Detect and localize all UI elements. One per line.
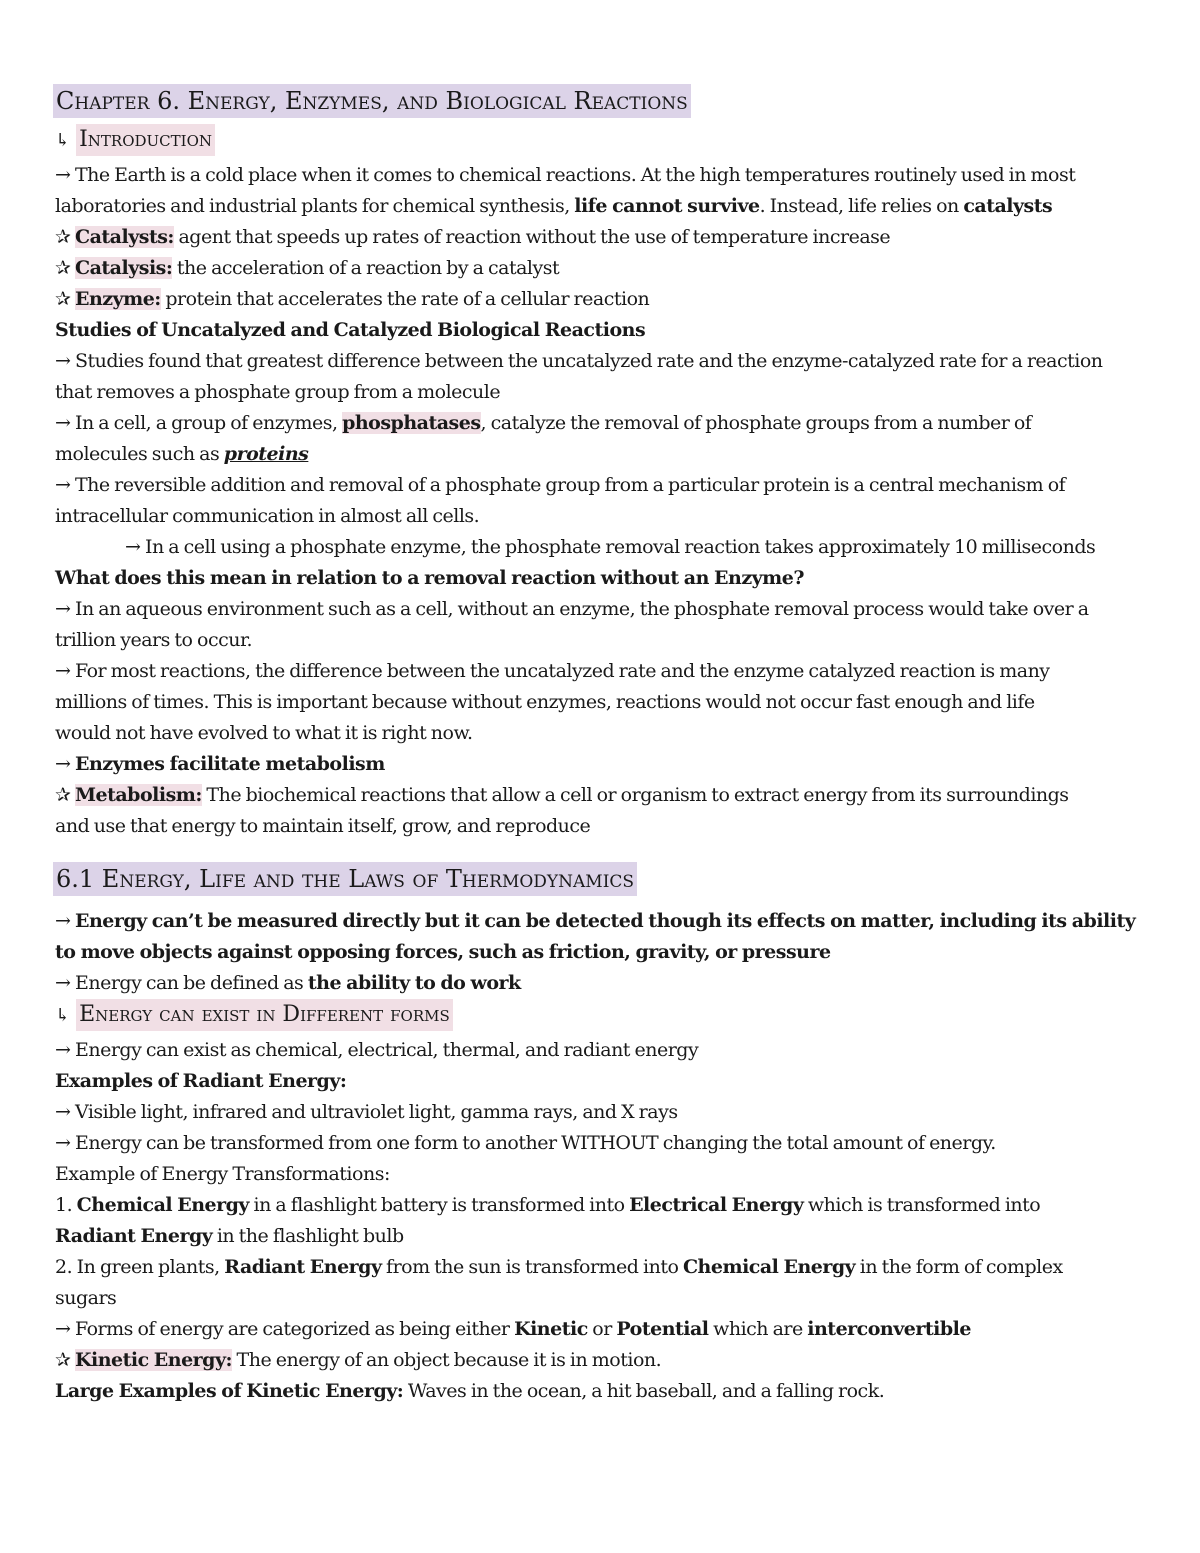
paragraph-line: [55, 937, 1155, 968]
paragraph-line: [55, 749, 1155, 780]
paragraph-line: [55, 968, 1155, 999]
paragraph-line: [55, 1035, 1155, 1066]
paragraph-line: [55, 346, 1155, 377]
arrow-icon: →: [125, 536, 141, 558]
bold-text: Energy can’t be measured directly but it can be detected though its effects on matter, including its ability: [74, 910, 1136, 932]
paragraph-line: [55, 377, 1155, 408]
definition-metabolism: [55, 780, 1155, 811]
text: In a cell, a group of enzymes,: [74, 412, 343, 434]
text: would not have evolved to what it is right now.: [55, 722, 473, 744]
arrow-icon: →: [55, 972, 71, 994]
definition-catalysis: [55, 253, 1155, 284]
arrow-icon: →: [55, 598, 71, 620]
section-title-row: [55, 862, 1155, 906]
text: Energy can exist as chemical, electrical, thermal, and radiant energy: [74, 1039, 699, 1061]
definition-kinetic-energy: [55, 1345, 1155, 1376]
definition-text: agent that speeds up rates of reaction without the use of temperature increase: [173, 226, 891, 248]
paragraph-line: [55, 1314, 1155, 1345]
text: Energy can be transformed from one form to another WITHOUT changing the total amount of energy.: [74, 1132, 996, 1154]
text: or: [587, 1318, 617, 1340]
bold-text: Studies of Uncatalyzed and Catalyzed Biological Reactions: [55, 319, 646, 341]
text: Energy can be defined as: [74, 972, 308, 994]
text: Example of Energy Transformations:: [55, 1163, 390, 1185]
bold-text: Kinetic: [514, 1318, 588, 1340]
bold-text: catalysts: [963, 195, 1053, 217]
arrow-icon: →: [55, 412, 71, 434]
text: Forms of energy are categorized as being either: [74, 1318, 515, 1340]
paragraph-line: [55, 625, 1155, 656]
paragraph-line: [55, 718, 1155, 749]
paragraph-line: [55, 1128, 1155, 1159]
text: in the flashlight bulb: [212, 1225, 404, 1247]
text: Waves in the ocean, a hit baseball, and a falling rock.: [403, 1380, 885, 1402]
definition-text: The energy of an object because it is in motion.: [232, 1349, 662, 1371]
text: The Earth is a cold place when it comes to chemical reactions. At the high temperatures routinely used in most: [74, 164, 1076, 186]
text: The reversible addition and removal of a phosphate group from a particular protein is a central mechanism of: [74, 474, 1066, 496]
text: For most reactions, the difference between the uncatalyzed rate and the enzyme catalyzed reaction is many: [74, 660, 1050, 682]
definition-text: the acceleration of a reaction by a catalyst: [172, 257, 560, 279]
term: Catalysis:: [74, 257, 173, 279]
text: millions of times. This is important because without enzymes, reactions would not occur fast enough and life: [55, 691, 1035, 713]
paragraph-line: [55, 656, 1155, 687]
arrow-icon: →: [55, 1039, 71, 1061]
paragraph-line: [55, 470, 1155, 501]
paragraph-line: [55, 906, 1155, 937]
arrow-icon: →: [55, 474, 71, 496]
term: Catalysts:: [74, 226, 174, 248]
text: that removes a phosphate group from a molecule: [55, 381, 501, 403]
paragraph-line: [55, 160, 1155, 191]
arrow-icon: →: [55, 164, 71, 186]
paragraph-line: [55, 1097, 1155, 1128]
text: laboratories and industrial plants for chemical synthesis,: [55, 195, 575, 217]
arrow-icon: →: [55, 1132, 71, 1154]
text: from the sun is transformed into: [381, 1256, 683, 1278]
arrow-icon: →: [55, 910, 71, 932]
definition-enzyme: [55, 284, 1155, 315]
bold-text: Electrical Energy: [629, 1194, 804, 1216]
text: in a flashlight battery is transformed into: [248, 1194, 630, 1216]
definition-text: protein that accelerates the rate of a cellular reaction: [160, 288, 650, 310]
large-examples-line: [55, 1376, 1155, 1407]
bold-text: Radiant Energy: [224, 1256, 382, 1278]
arrow-icon: →: [55, 1101, 71, 1123]
text: Studies found that greatest difference between the uncatalyzed rate and the enzyme-catalyzed rate for a reaction: [74, 350, 1103, 372]
star-icon: ✰: [55, 1349, 71, 1371]
section-title: 6.1 Energy, Life and the Laws of Thermodynamics: [53, 862, 637, 896]
arrow-icon: →: [55, 753, 71, 775]
heading-arrow-icon: ↳: [55, 130, 71, 151]
list-item-continued: [55, 1283, 1155, 1314]
intro-heading: Introduction: [76, 124, 215, 156]
bold-text: life cannot survive: [574, 195, 760, 217]
text: . Instead, life relies on: [759, 195, 964, 217]
subheading-row: [55, 999, 1155, 1035]
text: intracellular communication in almost all cells.: [55, 505, 480, 527]
paragraph-line: [55, 532, 1155, 563]
text: 2. In green plants,: [55, 1256, 225, 1278]
star-icon: ✰: [55, 257, 71, 279]
radiant-heading: [55, 1066, 1155, 1097]
text: In an aqueous environment such as a cell, without an enzyme, the phosphate removal process would take over a: [74, 598, 1089, 620]
arrow-icon: →: [55, 350, 71, 372]
highlighted-term: phosphatases: [342, 412, 481, 434]
text: Visible light, infrared and ultraviolet light, gamma rays, and X rays: [74, 1101, 678, 1123]
list-item: [55, 1190, 1155, 1221]
heading-arrow-icon: ↳: [55, 1005, 71, 1026]
definition-catalysts: [55, 222, 1155, 253]
definition-text: and use that energy to maintain itself, grow, and reproduce: [55, 815, 591, 837]
chapter-title: Chapter 6. Energy, Enzymes, and Biological Reactions: [53, 84, 691, 118]
term: Metabolism:: [74, 784, 202, 806]
definition-text: The biochemical reactions that allow a cell or organism to extract energy from its surroundings: [201, 784, 1069, 806]
text: , catalyze the removal of phosphate groups from a number of: [480, 412, 1032, 434]
star-icon: ✰: [55, 288, 71, 310]
bold-text: to move objects against opposing forces, such as friction, gravity, or pressure: [55, 941, 831, 963]
bold-text: Chemical Energy: [76, 1194, 249, 1216]
term: Kinetic Energy:: [74, 1349, 233, 1371]
list-item-continued: [55, 1221, 1155, 1252]
star-icon: ✰: [55, 226, 71, 248]
transform-heading: [55, 1159, 1155, 1190]
studies-heading: [55, 315, 1155, 346]
document-content: [55, 84, 1155, 1407]
paragraph-line: [55, 594, 1155, 625]
text: in the form of complex: [855, 1256, 1063, 1278]
paragraph-line: [55, 811, 1155, 842]
text: sugars: [55, 1287, 117, 1309]
arrow-icon: →: [55, 1318, 71, 1340]
list-item: [55, 1252, 1155, 1283]
text: trillion years to occur.: [55, 629, 253, 651]
list-number: 1.: [55, 1194, 77, 1216]
paragraph-line: [55, 501, 1155, 532]
bold-text: Enzymes facilitate metabolism: [74, 753, 385, 775]
paragraph-line: [55, 687, 1155, 718]
subheading: Energy can exist in Different forms: [76, 999, 453, 1031]
bold-text: Chemical Energy: [682, 1256, 856, 1278]
intro-heading-row: [55, 124, 1155, 160]
question-heading: [55, 563, 1155, 594]
bold-text: Potential: [616, 1318, 709, 1340]
paragraph-line: [55, 191, 1155, 222]
bold-text: What does this mean in relation to a removal reaction without an Enzyme?: [55, 567, 804, 589]
text: which are: [708, 1318, 808, 1340]
bold-text: Large Examples of Kinetic Energy:: [55, 1380, 404, 1402]
bold-text: interconvertible: [807, 1318, 971, 1340]
star-icon: ✰: [55, 784, 71, 806]
text: which is transformed into: [803, 1194, 1041, 1216]
bold-text: the ability to do work: [307, 972, 521, 994]
term: Enzyme:: [74, 288, 161, 310]
emphasized-term: proteins: [223, 443, 309, 465]
paragraph-line: [55, 439, 1155, 470]
text: In a cell using a phosphate enzyme, the phosphate removal reaction takes approximately 10 milliseconds: [144, 536, 1096, 558]
bold-text: Radiant Energy: [55, 1225, 213, 1247]
bold-text: Examples of Radiant Energy:: [55, 1070, 347, 1092]
chapter-title-row: [55, 84, 1155, 124]
text: molecules such as: [55, 443, 224, 465]
paragraph-line: [55, 408, 1155, 439]
arrow-icon: →: [55, 660, 71, 682]
